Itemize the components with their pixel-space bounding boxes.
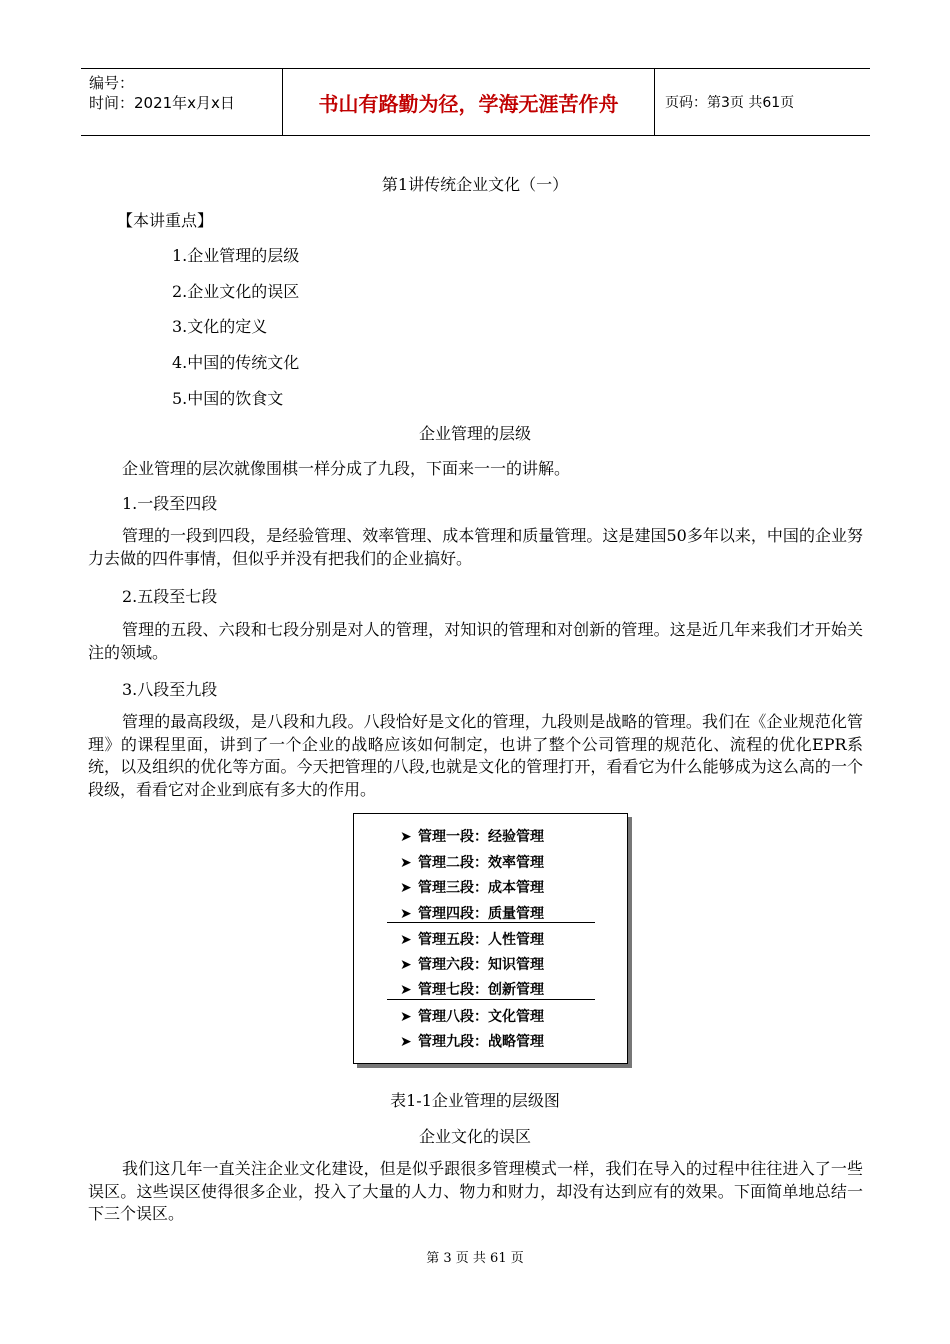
management-levels-figure: [353, 813, 628, 1064]
figure-item: ➤ 管理三段：成本管理: [400, 880, 544, 896]
page-footer: 第 3 页 共 61 页: [426, 1251, 524, 1266]
figure-divider: [387, 999, 595, 1000]
arrow-icon: ➤: [400, 855, 412, 871]
key-point-4: 4.中国的传统文化: [172, 353, 300, 372]
header-number-label: 编号：: [89, 74, 135, 92]
figure-item: ➤ 管理二段：效率管理: [400, 855, 544, 871]
paragraph-3: 管理的最高段级，是八段和九段。八段恰好是文化的管理，九段则是战略的管理。我们在《企业规范化管理》的课程里面，讲到了一个企业的战略应该如何制定，也讲了整个公司管理的规范化、流程的优化EPR系统，以及组织的优化等方面。今天把管理的八段,也就是文化的管理打开，看看它为什么能够成为这么高的一个段级，看看它对企业到底有多大的作用。: [88, 712, 863, 799]
section-title-misconceptions: 企业文化的误区: [418, 1127, 531, 1146]
figure-item: ➤ 管理五段：人性管理: [400, 932, 544, 948]
arrow-icon: ➤: [400, 829, 412, 845]
arrow-icon: ➤: [400, 1009, 412, 1025]
arrow-icon: ➤: [400, 957, 412, 973]
header-date-label: 时间：2021年x月x日: [89, 94, 235, 112]
figure-item: ➤ 管理七段：创新管理: [400, 982, 544, 998]
header-motto: 书山有路勤为径，学海无涯苦作舟: [282, 69, 655, 135]
arrow-icon: ➤: [400, 982, 412, 998]
figure-item: ➤ 管理八段：文化管理: [400, 1009, 544, 1025]
header-page-info: 页码：第3页 共61页: [665, 95, 795, 111]
intro-paragraph: 企业管理的层次就像围棋一样分成了九段，下面来一一的讲解。: [122, 459, 571, 478]
page-header: [81, 68, 870, 136]
figure-caption: 表1-1企业管理的层级图: [390, 1091, 560, 1110]
lecture-title: 第1讲传统企业文化（一）: [381, 175, 569, 194]
arrow-icon: ➤: [400, 932, 412, 948]
paragraph-2: 管理的五段、六段和七段分别是对人的管理，对知识的管理和对创新的管理。这是近几年来我们才开始关注的领域。: [88, 620, 863, 662]
header-meta: [81, 69, 282, 135]
key-point-1: 1.企业管理的层级: [172, 246, 300, 265]
arrow-icon: ➤: [400, 906, 412, 922]
figure-divider: [387, 922, 595, 923]
arrow-icon: ➤: [400, 880, 412, 896]
subheading-2: 2.五段至七段: [122, 587, 218, 606]
subheading-1: 1.一段至四段: [122, 494, 218, 513]
paragraph-1: 管理的一段到四段，是经验管理、效率管理、成本管理和质量管理。这是建国50多年以来，中国的企业努力去做的四件事情，但似乎并没有把我们的企业搞好。: [88, 526, 863, 568]
key-points-title: 【本讲重点】: [117, 211, 214, 230]
section-title-levels: 企业管理的层级: [418, 424, 531, 443]
figure-item: ➤ 管理九段：战略管理: [400, 1034, 544, 1050]
figure-item: ➤ 管理一段：经验管理: [400, 829, 544, 845]
paragraph-4: 我们这几年一直关注企业文化建设，但是似乎跟很多管理模式一样，我们在导入的过程中往往进入了一些误区。这些误区使得很多企业，投入了大量的人力、物力和财力，却没有达到应有的效果。下面简单地总结一下三个误区。: [88, 1159, 863, 1223]
figure-item: ➤ 管理六段：知识管理: [400, 957, 544, 973]
key-point-2: 2.企业文化的误区: [172, 282, 300, 301]
key-point-3: 3.文化的定义: [172, 317, 268, 336]
arrow-icon: ➤: [400, 1034, 412, 1050]
key-point-5: 5.中国的饮食文: [172, 389, 284, 408]
subheading-3: 3.八段至九段: [122, 680, 218, 699]
figure-item: ➤ 管理四段：质量管理: [400, 906, 544, 922]
